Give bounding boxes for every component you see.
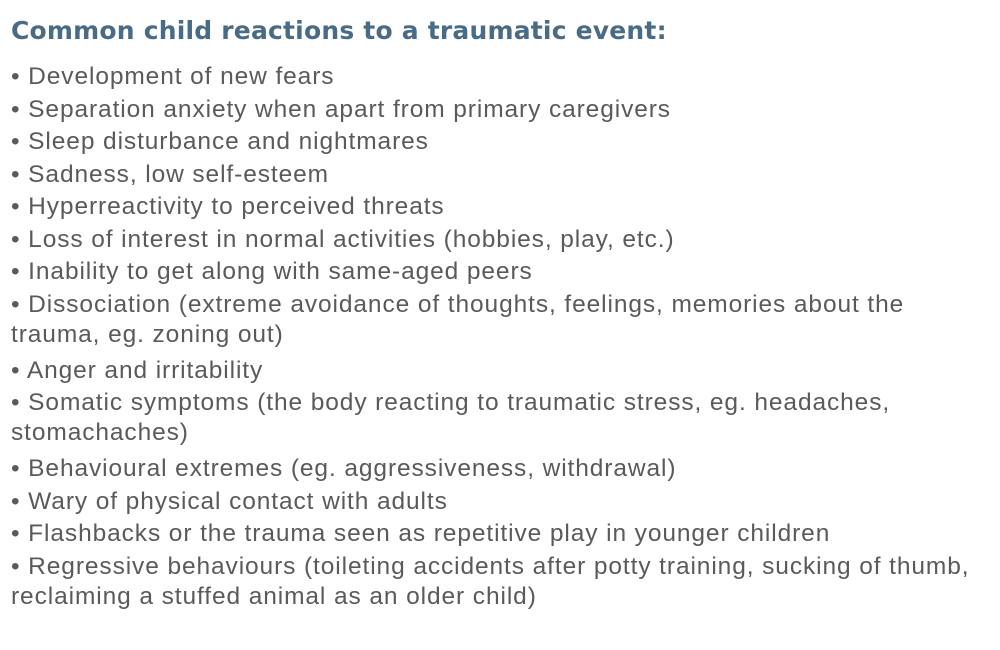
page-title: Common child reactions to a traumatic event: [11,16,667,45]
list-item: • Wary of physical contact with adults [11,487,448,515]
list-item: • Behavioural extremes (eg. aggressiveness, withdrawal) [11,455,677,482]
list-item: • Dissociation (extreme avoidance of thoughts, feelings, memories about the trauma, eg. zoning out) [11,290,905,348]
list-item: • Separation anxiety when apart from primary caregivers [11,95,671,123]
list-item: • Loss of interest in normal activities (hobbies, play, etc.) [11,225,675,253]
list-item: • Somatic symptoms (the body reacting to traumatic stress, eg. headaches, stomachaches) [11,389,891,446]
list-item: • Regressive behaviours (toileting accidents after potty training, sucking of thumb, reclaiming a stuffed animal as an older child) [11,552,970,610]
list-item: • Inability to get along with same-aged peers [11,258,533,285]
reaction-list [11,62,996,612]
list-item: • Sadness, low self-esteem [11,160,329,188]
list-item: • Anger and irritability [11,356,264,384]
list-item: • Development of new fears [11,63,335,90]
list-item: • Flashbacks or the trauma seen as repetitive play in younger children [11,520,831,547]
list-item: • Sleep disturbance and nightmares [11,128,429,155]
document [11,14,996,618]
list-item: • Hyperreactivity to perceived threats [11,193,445,220]
